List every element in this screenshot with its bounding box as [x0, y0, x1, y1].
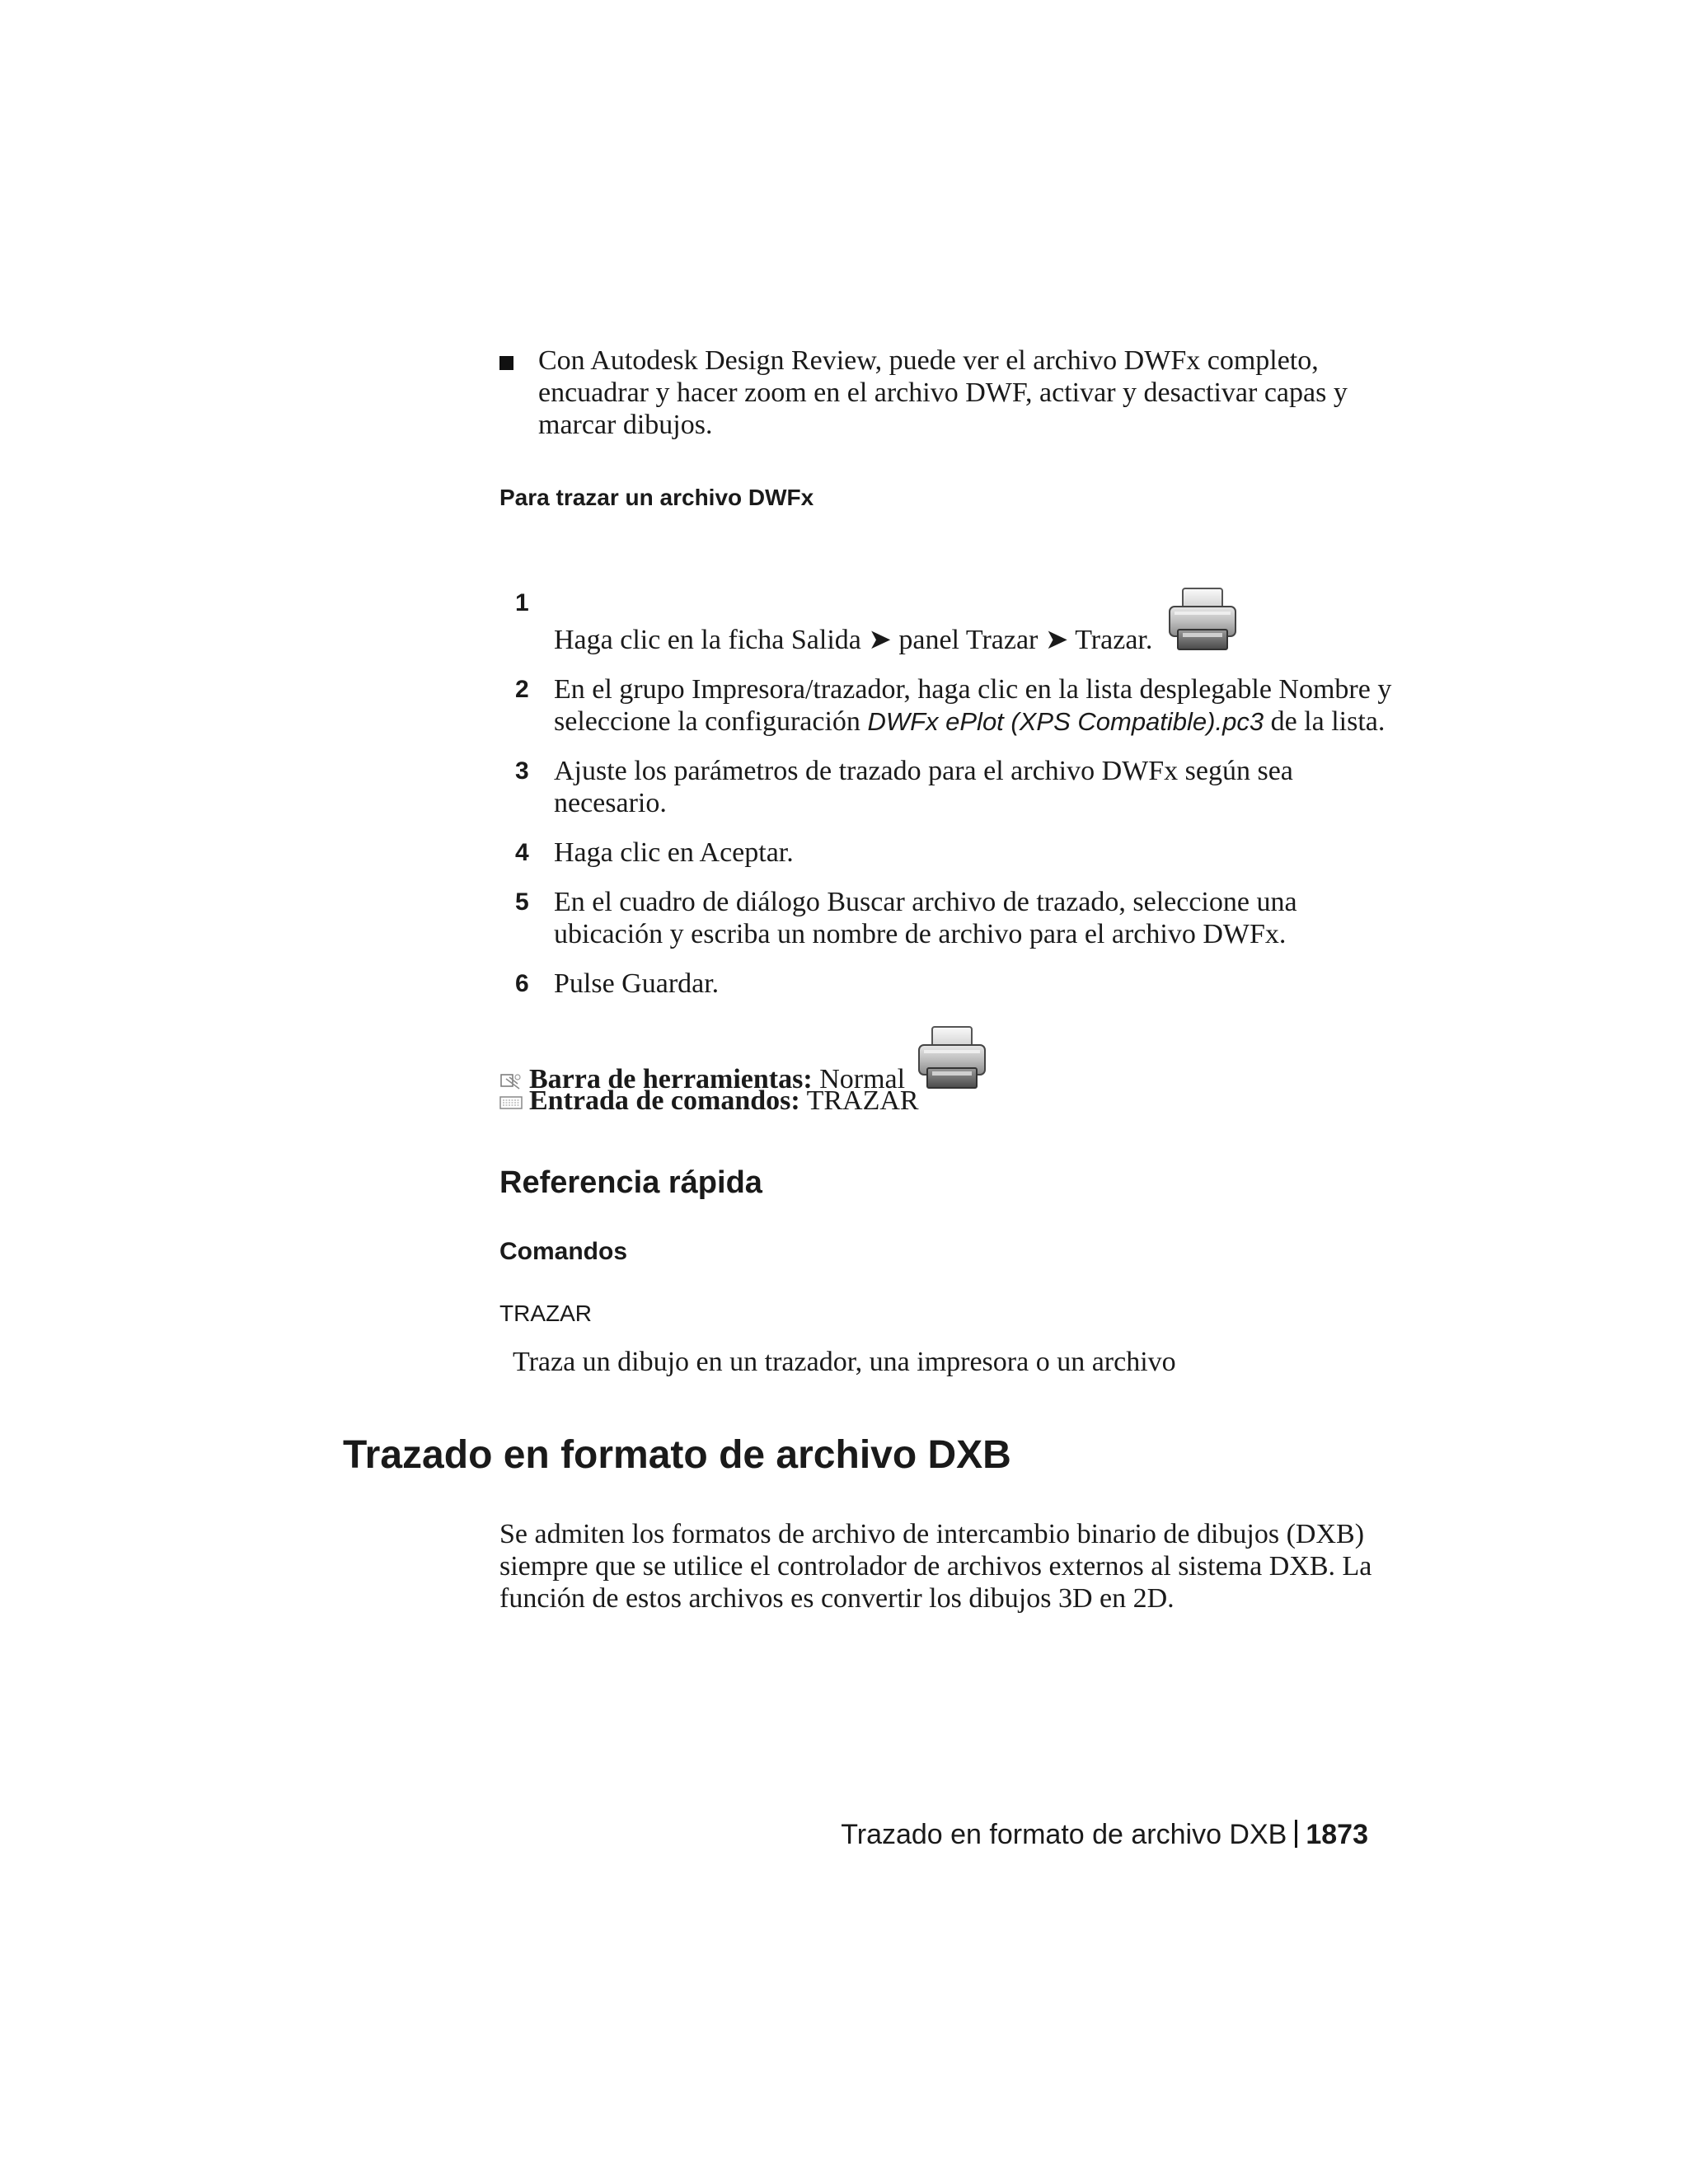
procedure-title: Para trazar un archivo DWFx	[499, 485, 814, 510]
command-description: Traza un dibujo en un trazador, una impresora o un archivo	[513, 1347, 1176, 1377]
step-number: 2	[515, 676, 529, 703]
step-5	[515, 886, 1405, 950]
step-number: 5	[515, 888, 529, 916]
keyboard-icon	[499, 1094, 523, 1112]
step-text-end: de la lista.	[1264, 706, 1386, 737]
command-link[interactable]: TRAZAR	[499, 1301, 592, 1326]
config-file-name: DWFx ePlot (XPS Compatible).pc3	[867, 707, 1264, 736]
section-heading: Trazado en formato de archivo DXB	[343, 1433, 1011, 1477]
page-footer	[841, 1819, 1368, 1851]
procedure-steps	[515, 587, 1405, 1017]
section-paragraph: Se admiten los formatos de archivo de intercambio binario de dibujos (DXB) siempre que se utilice el controlador de archivos externos al sistema DXB. La función de estos archivos es convertir los dibujos 3D en 2D.	[499, 1519, 1372, 1614]
bullet-text: Con Autodesk Design Review, puede ver el archivo DWFx completo, encuadrar y hacer zoom en el archivo DWF, activar y desactivar capas y marcar dibujos.	[538, 345, 1348, 440]
square-bullet-icon	[499, 356, 513, 370]
bullet-list-item	[499, 344, 1390, 441]
command-value: TRAZAR	[806, 1085, 919, 1116]
step-text: Ajuste los parámetros de trazado para el archivo DWFx según sea necesario.	[554, 756, 1293, 818]
step-text: Haga clic en Aceptar.	[554, 837, 794, 868]
footer-divider	[1295, 1820, 1297, 1848]
quick-reference-heading: Referencia rápida	[499, 1165, 762, 1200]
step-text: En el cuadro de diálogo Buscar archivo de trazado, seleccione una ubicación y escriba un nombre de archivo para el archivo DWFx.	[554, 887, 1297, 949]
step-1	[515, 587, 1405, 656]
step-3	[515, 755, 1405, 819]
step-text: Haga clic en la ficha Salida ➤ panel Trazar ➤ Trazar.	[554, 625, 1153, 655]
page-number: 1873	[1306, 1819, 1368, 1850]
footer-title: Trazado en formato de archivo DXB	[841, 1819, 1287, 1850]
step-number: 1	[515, 589, 529, 616]
step-text: Pulse Guardar.	[554, 968, 720, 999]
step-number: 3	[515, 757, 529, 785]
printer-icon[interactable]	[916, 1025, 988, 1094]
toolbar-label: Barra de herramientas:	[529, 1064, 813, 1094]
command-access-line	[499, 1085, 919, 1118]
step-4	[515, 837, 1405, 869]
step-2	[515, 673, 1405, 738]
step-number: 6	[515, 970, 529, 997]
step-number: 4	[515, 839, 529, 866]
step-text: En el grupo Impresora/trazador, haga clic en la lista desplegable Nombre y seleccione la configuración	[554, 674, 1392, 737]
toolbar-value: Normal	[819, 1064, 906, 1094]
command-label: Entrada de comandos:	[529, 1085, 800, 1116]
commands-heading: Comandos	[499, 1238, 628, 1265]
step-6	[515, 968, 1405, 1000]
printer-icon[interactable]	[1166, 587, 1239, 656]
